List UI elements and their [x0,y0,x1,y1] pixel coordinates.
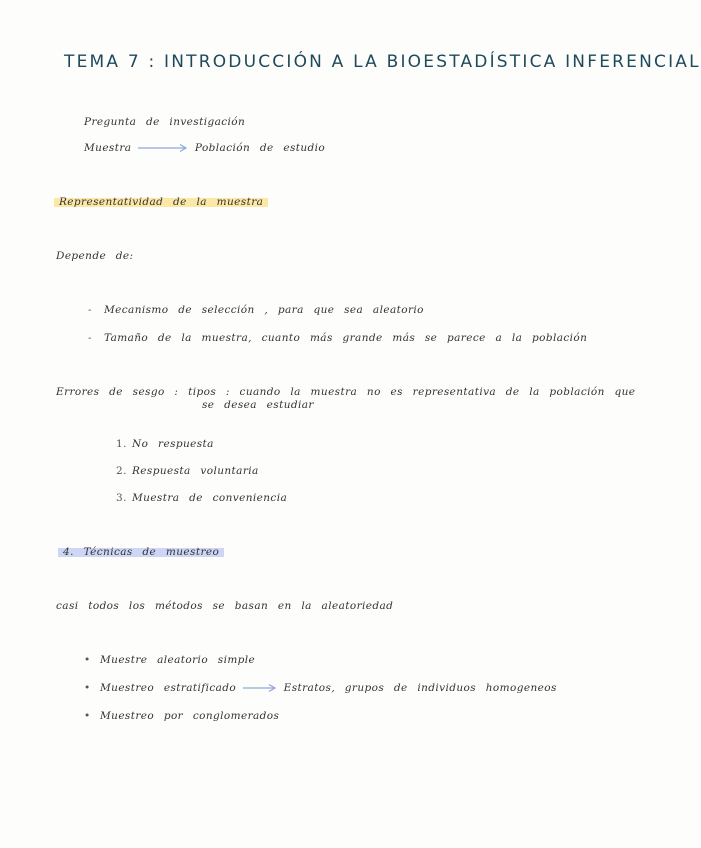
list-item: • Muestreo estratificado Estratos, grupos de individuos homogeneos [84,682,557,694]
dash-icon: - [88,304,92,316]
right-arrow-icon [240,683,280,693]
right-arrow-icon [135,143,191,153]
depends-on-label: Depende de: [56,250,134,262]
section-heading-representatividad: Representatividad de la muestra [54,196,268,208]
list-item: • Muestreo por conglomerados [84,710,280,722]
list-item: 1. No respuesta [116,438,214,450]
bullet-icon: • [84,682,91,694]
bias-types-continuation: se desea estudiar [202,399,314,411]
section-heading-tecnicas: 4. Técnicas de muestreo [58,546,224,558]
list-item: - Tamaño de la muestra, cuanto más grande más se parece a la población [88,332,588,344]
bias-types-text: tipos : cuando la muestra no es representativa de la población que [188,386,636,398]
research-question-line: Pregunta de investigación [84,116,246,128]
list-item: • Muestre aleatorio simple [84,654,256,666]
sample-label: Muestra [84,142,132,154]
list-item: 2. Respuesta voluntaria [116,465,259,477]
techniques-intro: casi todos los métodos se basan en la aleatoriedad [56,600,394,612]
list-item: 3. Muestra de conveniencia [116,492,288,504]
bullet-icon: • [84,710,91,722]
page-title: TEMA 7 : INTRODUCCIÓN A LA BIOESTADÍSTICA INFERENCIAL [64,52,701,72]
sample-population-line [84,142,325,154]
list-item: - Mecanismo de selección , para que sea aleatorio [88,304,424,316]
population-label: Población de estudio [194,142,326,154]
dash-icon: - [88,332,92,344]
bullet-icon: • [84,654,91,666]
bias-errors-line [56,386,635,398]
bias-errors-label: Errores de sesgo : [56,386,179,398]
